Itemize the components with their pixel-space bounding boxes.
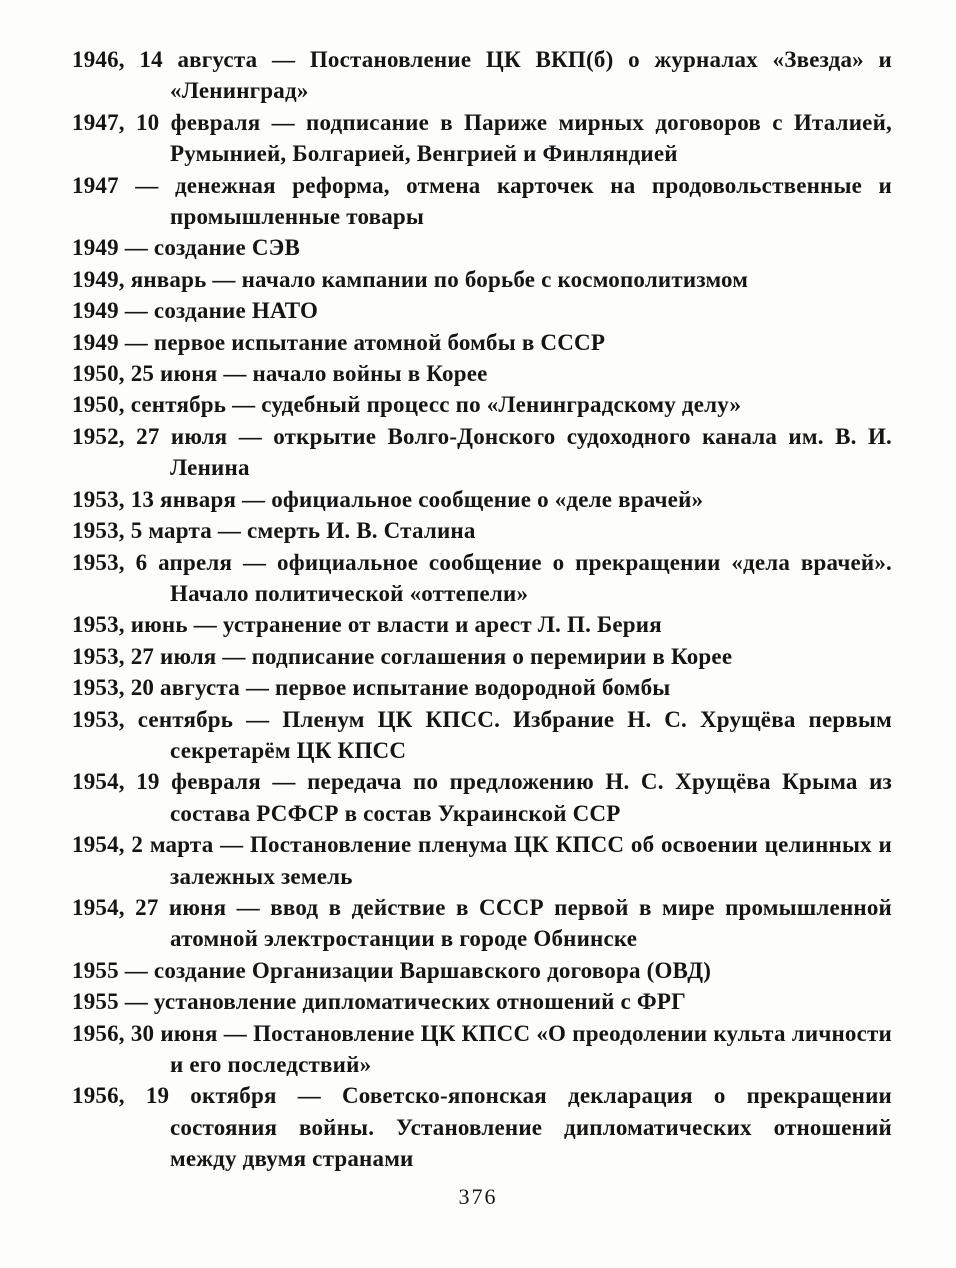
entry-date: 1949 xyxy=(72,235,119,261)
entry-date: 1949, январь xyxy=(72,266,207,292)
entry-date: 1953, 13 января xyxy=(72,486,237,512)
timeline-entry: 1955 — установление дипломатических отношений с ФРГ xyxy=(72,989,686,1015)
entry-text: первое испытание атомной бомбы в СССР xyxy=(153,329,606,355)
timeline-entry: 1950, сентябрь — судебный процесс по «Ленинградскому делу» xyxy=(72,392,742,418)
timeline-entry: 1952, 27 июля — открытие Волго-Донского судоходного канала им. В. И. Ленина xyxy=(72,423,892,481)
entry-text: подписание в Париже мирных договоров с Италией, Румынией, Болгарией, Венгрией и Финляндией xyxy=(170,109,892,167)
entry-text: официальное сообщение о прекращении «дела врачей». Начало политической «оттепели» xyxy=(170,549,893,606)
entry-text: устранение от власти и арест Л. П. Берия xyxy=(222,612,662,638)
entry-date: 1953, сентябрь xyxy=(72,706,234,732)
timeline-entry: 1946, 14 августа — Постановление ЦК ВКП(б) о журналах «Звезда» и «Ленинград» xyxy=(72,47,892,104)
entry-date: 1947 xyxy=(72,172,119,198)
entry-text: Постановление ЦК КПСС «О преодолении культа личности и его последствий» xyxy=(170,1020,892,1077)
timeline-entry: 1956, 19 октября — Советско-японская декларация о прекращении состояния войны. Установление дипломатических отношений между двумя странами xyxy=(72,1083,892,1172)
entry-text: создание Организации Варшавского договора (ОВД) xyxy=(153,957,712,983)
entry-text: начало войны в Корее xyxy=(252,361,488,387)
entry-text: установление дипломатических отношений с ФРГ xyxy=(153,989,686,1015)
timeline-entry: 1949, январь — начало кампании по борьбе с космополитизмом xyxy=(72,266,749,292)
entry-text: подписание соглашения о перемирии в Корее xyxy=(251,643,733,669)
timeline-entry: 1954, 27 июня — ввод в действие в СССР первой в мире промышленной атомной электростанции в городе Обнинске xyxy=(72,894,892,952)
timeline-list xyxy=(72,44,892,1175)
entry-date: 1946, 14 августа xyxy=(72,47,258,72)
timeline-entry: 1953, сентябрь — Пленум ЦК КПСС. Избрание Н. С. Хрущёва первым секретарём ЦК КПСС xyxy=(72,706,892,763)
timeline-entry: 1947, 10 февраля — подписание в Париже мирных договоров с Италией, Румынией, Болгарией, Венгрией и Финляндией xyxy=(72,109,892,167)
timeline-entry: 1947 — денежная реформа, отмена карточек на продовольственные и промышленные товары xyxy=(72,172,892,230)
entry-date: 1954, 27 июня xyxy=(72,894,227,920)
entry-text: начало кампании по борьбе с космополитизмом xyxy=(241,266,749,292)
entry-date: 1953, 27 июля xyxy=(72,643,217,669)
timeline-entry: 1949 — создание НАТО xyxy=(72,298,319,324)
entry-text: Постановление пленума ЦК КПСС об освоении целинных и залежных земель xyxy=(170,832,892,889)
entry-text: Пленум ЦК КПСС. Избрание Н. С. Хрущёва первым секретарём ЦК КПСС xyxy=(170,706,892,763)
timeline-entry: 1949 — создание СЭВ xyxy=(72,235,301,261)
entry-date: 1949 xyxy=(72,329,119,355)
entry-date: 1955 xyxy=(72,957,119,983)
timeline-entry: 1954, 2 марта — Постановление пленума ЦК КПСС об освоении целинных и залежных земель xyxy=(72,832,892,889)
timeline-entry: 1953, 13 января — официальное сообщение о «деле врачей» xyxy=(72,486,704,512)
timeline-entry: 1950, 25 июня — начало войны в Корее xyxy=(72,361,488,387)
entry-date: 1952, 27 июля xyxy=(72,423,228,449)
timeline-entry: 1949 — первое испытание атомной бомбы в СССР xyxy=(72,329,606,355)
entry-date: 1947, 10 февраля xyxy=(72,109,261,135)
entry-date: 1954, 19 февраля xyxy=(72,769,261,795)
entry-text: открытие Волго-Донского судоходного канала им. В. И. Ленина xyxy=(170,423,892,481)
entry-date: 1953, 5 марта xyxy=(72,518,212,544)
timeline-entry: 1953, 20 августа — первое испытание водородной бомбы xyxy=(72,675,671,701)
entry-text: Советско-японская декларация о прекращении состояния войны. Установление дипломатических отношений между двумя странами xyxy=(170,1083,892,1172)
entry-date: 1950, 25 июня xyxy=(72,361,218,387)
entry-text: смерть И. В. Сталина xyxy=(247,518,476,544)
entry-text: судебный процесс по «Ленинградскому делу» xyxy=(261,392,742,418)
entry-date: 1953, 6 апреля xyxy=(72,549,233,575)
entry-date: 1949 xyxy=(72,298,119,324)
entry-text: денежная реформа, отмена карточек на продовольственные и промышленные товары xyxy=(170,172,892,230)
entry-date: 1953, 20 августа xyxy=(72,675,240,701)
timeline-entry: 1953, 5 марта — смерть И. В. Сталина xyxy=(72,518,476,544)
entry-date: 1950, сентябрь xyxy=(72,392,227,418)
entry-text: создание СЭВ xyxy=(153,235,301,261)
entry-text: Постановление ЦК ВКП(б) о журналах «Звезда» и «Ленинград» xyxy=(170,47,892,104)
entry-text: официальное сообщение о «деле врачей» xyxy=(271,486,704,512)
timeline-entry: 1955 — создание Организации Варшавского договора (ОВД) xyxy=(72,957,712,983)
entry-date: 1953, июнь xyxy=(72,612,188,638)
entry-text: создание НАТО xyxy=(153,298,319,324)
timeline-entry: 1953, июнь — устранение от власти и арест Л. П. Берия xyxy=(72,612,662,638)
timeline-entry: 1954, 19 февраля — передача по предложению Н. С. Хрущёва Крыма из состава РСФСР в состав Украинской ССР xyxy=(72,769,892,826)
timeline-entry: 1953, 6 апреля — официальное сообщение о прекращении «дела врачей». Начало политической «оттепели» xyxy=(72,549,893,606)
timeline-entry: 1956, 30 июня — Постановление ЦК КПСС «О преодолении культа личности и его последствий» xyxy=(72,1020,892,1077)
entry-date: 1955 xyxy=(72,989,119,1015)
entry-date: 1956, 30 июня xyxy=(72,1020,218,1046)
entry-date: 1956, 19 октября xyxy=(72,1083,277,1109)
page-number: 376 xyxy=(458,1184,498,1209)
entry-text: передача по предложению Н. С. Хрущёва Крыма из состава РСФСР в состав Украинской ССР xyxy=(170,769,892,826)
entry-date: 1954, 2 марта xyxy=(72,832,214,858)
entry-text: ввод в действие в СССР первой в мире промышленной атомной электростанции в городе Обнинске xyxy=(170,894,892,952)
entry-text: первое испытание водородной бомбы xyxy=(275,675,671,701)
timeline-entry: 1953, 27 июля — подписание соглашения о перемирии в Корее xyxy=(72,643,733,669)
